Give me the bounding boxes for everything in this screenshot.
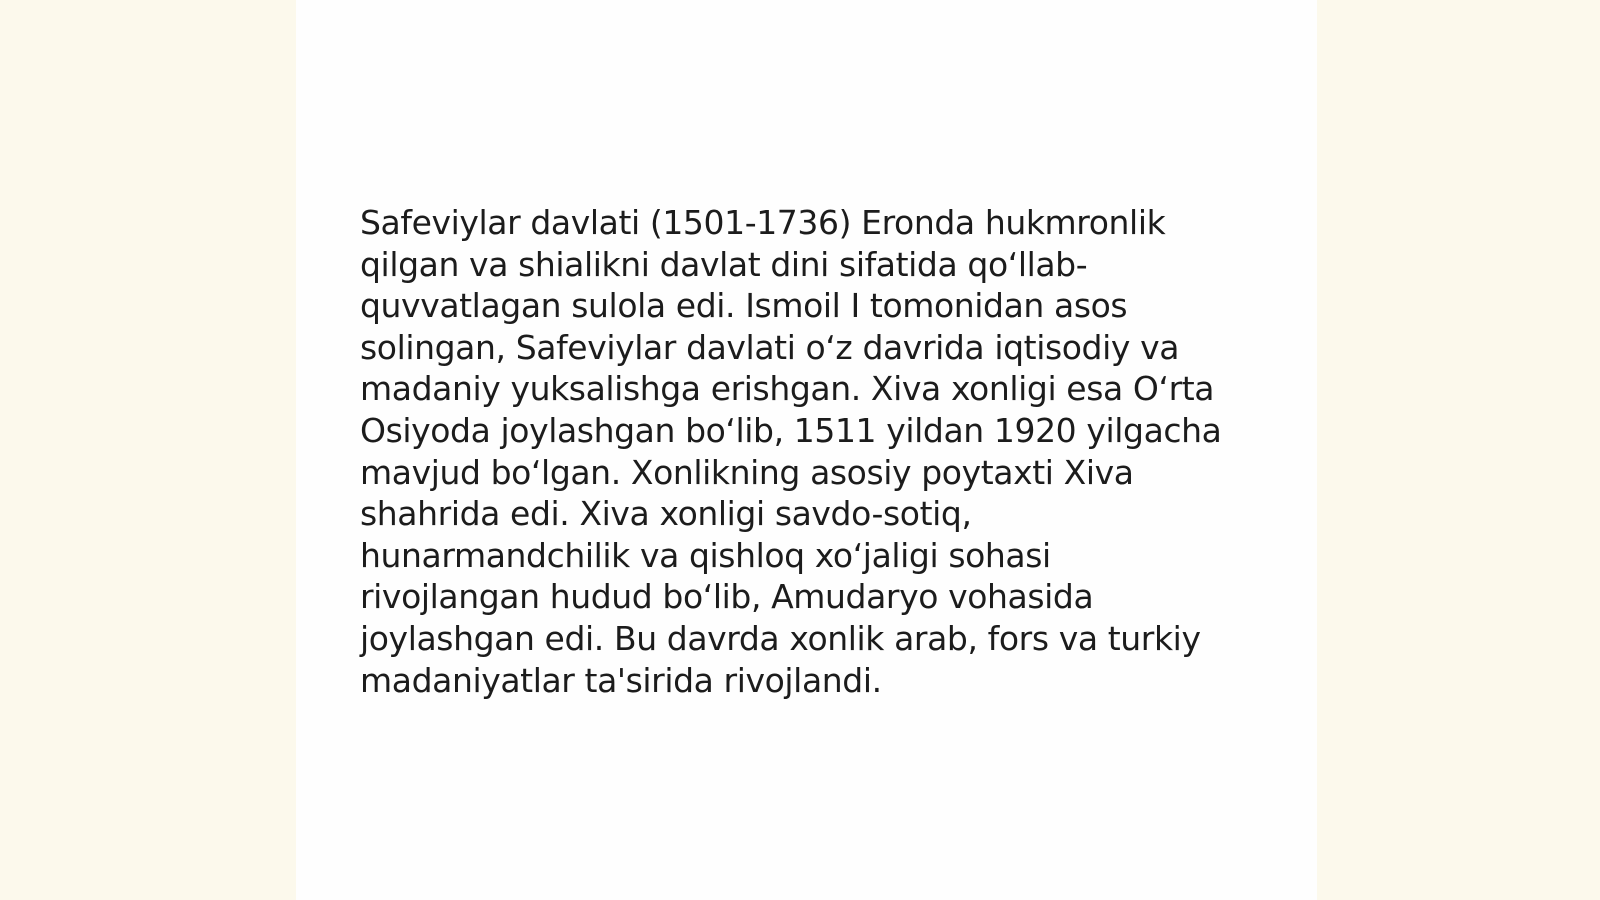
text-line: madaniyatlar ta'sirida rivojlandi. (360, 660, 882, 700)
text-line: mavjud bo‘lgan. Xonlikning asosiy poytaxti Xiva (360, 452, 1134, 492)
text-line: Osiyoda joylashgan bo‘lib, 1511 yildan 1920 yilgacha (360, 410, 1222, 450)
text-line: shahrida edi. Xiva xonligi savdo-sotiq, (360, 494, 972, 534)
text-line: hunarmandchilik va qishloq xo‘jaligi sohasi (360, 535, 1051, 575)
slide-page (296, 0, 1317, 900)
slide-body-text (360, 202, 1240, 701)
left-margin-panel (0, 0, 296, 900)
text-line: quvvatlagan sulola edi. Ismoil I tomonidan asos (360, 286, 1128, 326)
text-line: joylashgan edi. Bu davrda xonlik arab, fors va turkiy (360, 618, 1201, 658)
text-line: Safeviylar davlati (1501-1736) Eronda hukmronlik (360, 203, 1166, 242)
text-line: rivojlangan hudud bo‘lib, Amudaryo vohasida (360, 577, 1094, 617)
right-margin-panel (1317, 0, 1600, 900)
text-line: solingan, Safeviylar davlati o‘z davrida iqtisodiy va (360, 327, 1180, 367)
text-line: qilgan va shialikni davlat dini sifatida qo‘llab- (360, 244, 1088, 284)
text-line: madaniy yuksalishga erishgan. Xiva xonligi esa O‘rta (360, 369, 1215, 409)
